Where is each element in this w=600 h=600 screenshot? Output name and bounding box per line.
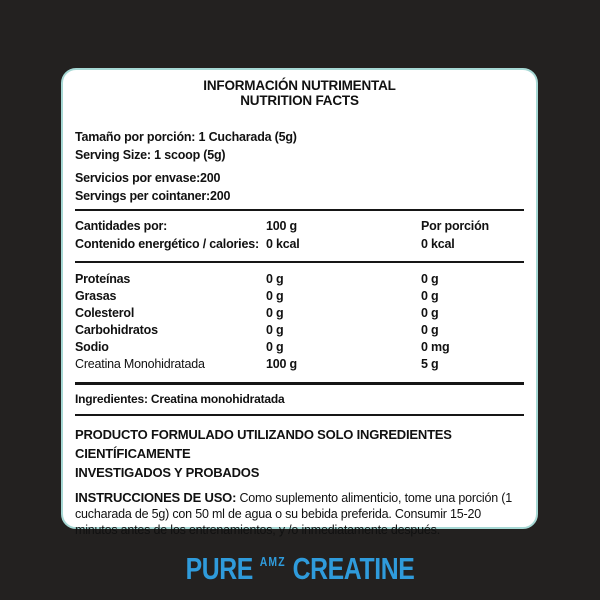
nutrient-label: Carbohidratos xyxy=(75,323,158,337)
instructions-label: INSTRUCCIONES DE USO: xyxy=(75,490,237,505)
brand-amz-mark: AMZ xyxy=(259,554,286,570)
nutrient-label: Proteínas xyxy=(75,272,131,286)
energy-per-serving: 0 kcal xyxy=(421,237,455,251)
divider-1 xyxy=(75,209,524,211)
servings-es-label: Servicios por envase: xyxy=(75,171,201,185)
divider-2 xyxy=(75,261,524,263)
serving-size-block xyxy=(75,128,524,164)
amounts-header-per-serving: Por porción xyxy=(421,219,489,233)
nutrient-row-sodio xyxy=(75,339,524,356)
nutrient-per-100g: 0 g xyxy=(266,289,284,303)
nutrient-per-100g: 0 g xyxy=(266,306,284,320)
ingredients-line: Ingredientes: Creatina monohidratada xyxy=(75,392,285,406)
nutrient-per-serving: 0 g xyxy=(421,306,439,320)
servings-en-value: 200 xyxy=(210,189,231,203)
energy-per-100g: 0 kcal xyxy=(266,237,300,251)
nutrient-per-serving: 0 g xyxy=(421,323,439,337)
nutrition-facts-panel xyxy=(61,68,538,537)
product-claim xyxy=(75,425,524,482)
nutrient-per-100g: 0 g xyxy=(266,340,284,354)
nutrient-row-grasas xyxy=(75,288,524,305)
nutrient-per-serving: 5 g xyxy=(421,357,439,371)
nutrient-label: Sodio xyxy=(75,340,109,354)
servings-es-value: 200 xyxy=(200,171,221,185)
servings-es xyxy=(75,169,524,187)
divider-4 xyxy=(75,414,524,416)
claim-line-2: INVESTIGADOS Y PROBADOS xyxy=(75,465,260,480)
nutrient-per-100g: 0 g xyxy=(266,272,284,286)
servings-en-label: Servings per cointaner: xyxy=(75,189,211,203)
claim-line-1: PRODUCTO FORMULADO UTILIZANDO SOLO INGREDIENTES CIENTÍFICAMENTE xyxy=(75,427,452,461)
nutrient-label: Creatina Monohidratada xyxy=(75,357,205,371)
nutrient-label: Colesterol xyxy=(75,306,135,320)
nutrient-row-creatina xyxy=(75,356,524,373)
usage-instructions xyxy=(75,490,524,538)
nutrient-row-carbohidratos xyxy=(75,322,524,339)
serving-size-es: Tamaño por porción: 1 Cucharada (5g) xyxy=(75,130,297,144)
servings-en xyxy=(75,187,524,205)
brand-logo xyxy=(60,551,540,587)
serving-size-en: Serving Size: 1 scoop (5g) xyxy=(75,148,226,162)
energy-label: Contenido energético / calories: xyxy=(75,237,259,251)
nutrient-row-proteinas xyxy=(75,271,524,288)
amounts-header-row xyxy=(75,217,524,235)
instructions-text: Como suplemento alimenticio, tome una porción (1 cucharada de 5g) con 50 ml de agua o su bebida preferida. Consumir 15-20 minutos antes de los entrenamientos, y /o inmediatamente después. xyxy=(75,491,512,537)
brand-word-pure: PURE xyxy=(185,551,253,586)
energy-row xyxy=(75,235,524,253)
title-spanish: INFORMACIÓN NUTRIMENTAL xyxy=(203,78,396,93)
divider-3 xyxy=(75,382,524,385)
nutrient-per-serving: 0 g xyxy=(421,289,439,303)
nutrient-label: Grasas xyxy=(75,289,117,303)
servings-per-container-block xyxy=(75,169,524,205)
nutrient-per-100g: 100 g xyxy=(266,357,297,371)
title-english: NUTRITION FACTS xyxy=(240,93,359,108)
nutrient-per-100g: 0 g xyxy=(266,323,284,337)
nutrient-per-serving: 0 g xyxy=(421,272,439,286)
panel-title xyxy=(75,78,524,108)
brand-word-creatine: CREATINE xyxy=(292,551,415,586)
amounts-header-label: Cantidades por: xyxy=(75,219,168,233)
nutrient-per-serving: 0 mg xyxy=(421,340,450,354)
amounts-header-per-100g: 100 g xyxy=(266,219,297,233)
nutrient-row-colesterol xyxy=(75,305,524,322)
